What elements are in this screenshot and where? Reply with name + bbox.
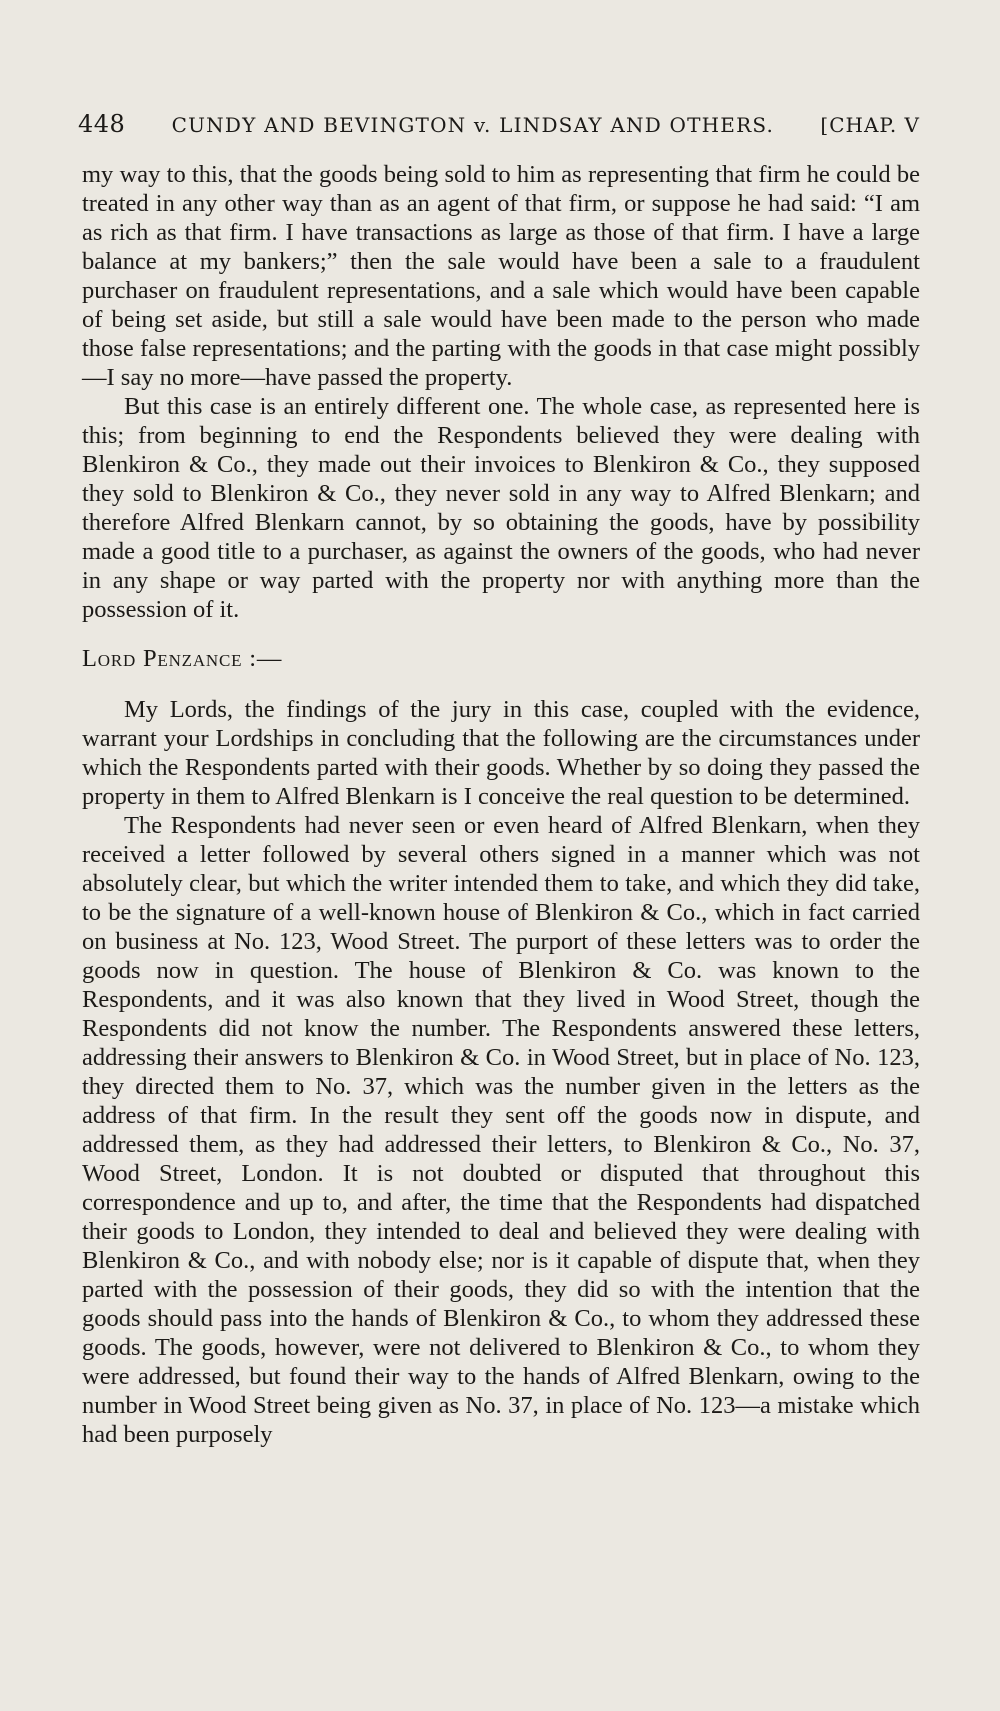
- page-body: [82, 160, 920, 1449]
- paragraph: But this case is an entirely different one. The whole case, as represented here is this; from beginning to end the Respondents believed they were dealing with Blenkiron & Co., they made out their invoices to Blenkiron & Co., they supposed they sold to Blenkiron & Co., they never sold in any way to Alfred Blenkarn; and therefore Alfred Blenkarn cannot, by so obtaining the goods, have by possibility made a good title to a purchaser, as against the owners of the goods, who had never in any shape or way parted with the property nor with anything more than the possession of it.: [82, 393, 920, 623]
- speaker-name: Lord Penzance: [82, 645, 243, 672]
- speaker-suffix: :—: [242, 645, 283, 672]
- paragraph-continued: my way to this, that the goods being sold to him as representing that firm he could be treated in any other way than as an agent of that firm, or suppose he had said: “I am as rich as that firm. I have transactions as large as those of that firm. I have a large balance at my bankers;” then the sale would have been a sale to a fraudulent purchaser on fraudulent representations, and a sale which would have been capable of being set aside, but still a sale would have been made to the person who made those false representations; and the parting with the goods in that case might possibly —I say no more—have passed the property.: [82, 161, 920, 391]
- paragraph: The Respondents had never seen or even heard of Alfred Blenkarn, when they received a letter followed by several others signed in a manner which was not absolutely clear, but which the writer intended them to take, and which they did take, to be the signature of a well-known house of Blenkiron & Co., which in fact carried on business at No. 123, Wood Street. The purport of these letters was to order the goods now in question. The house of Blenkiron & Co. was known to the Respondents, and it was also known that they lived in Wood Street, though the Respondents did not know the number. The Respondents answered these letters, addressing their answers to Blenkiron & Co. in Wood Street, but in place of No. 123, they directed them to No. 37, which was the number given in the letters as the address of that firm. In the result they sent off the goods now in dispute, and addressed them, as they had addressed their letters, to Blenkiron & Co., No. 37, Wood Street, London. It is not doubted or disputed that throughout this correspondence and up to, and after, the time that the Respondents had dispatched their goods to London, they intended to deal and believed they were dealing with Blenkiron & Co., and with nobody else; nor is it capable of dispute that, when they parted with the possession of their goods, they did so with the intention that the goods should pass into the hands of Blenkiron & Co., to whom they addressed these goods. The goods, however, were not delivered to Blenkiron & Co., to whom they were addressed, but found their way to the hands of Alfred Blenkarn, owing to the number in Wood Street being given as No. 37, in place of No. 123—a mistake which had been purposely: [82, 812, 920, 1448]
- speaker-heading: [82, 644, 920, 673]
- paragraph: My Lords, the findings of the jury in this case, coupled with the evidence, warrant your Lordships in concluding that the following are the circumstances under which the Respondents parted with their goods. Whether by so doing they passed the property in them to Alfred Blenkarn is I conceive the real question to be determined.: [82, 696, 920, 810]
- chapter-label: [CHAP. V: [820, 113, 920, 137]
- running-title: CUNDY AND BEVINGTON v. LINDSAY AND OTHERS.: [171, 113, 775, 137]
- running-header: [78, 110, 920, 138]
- page-number: 448: [78, 110, 126, 138]
